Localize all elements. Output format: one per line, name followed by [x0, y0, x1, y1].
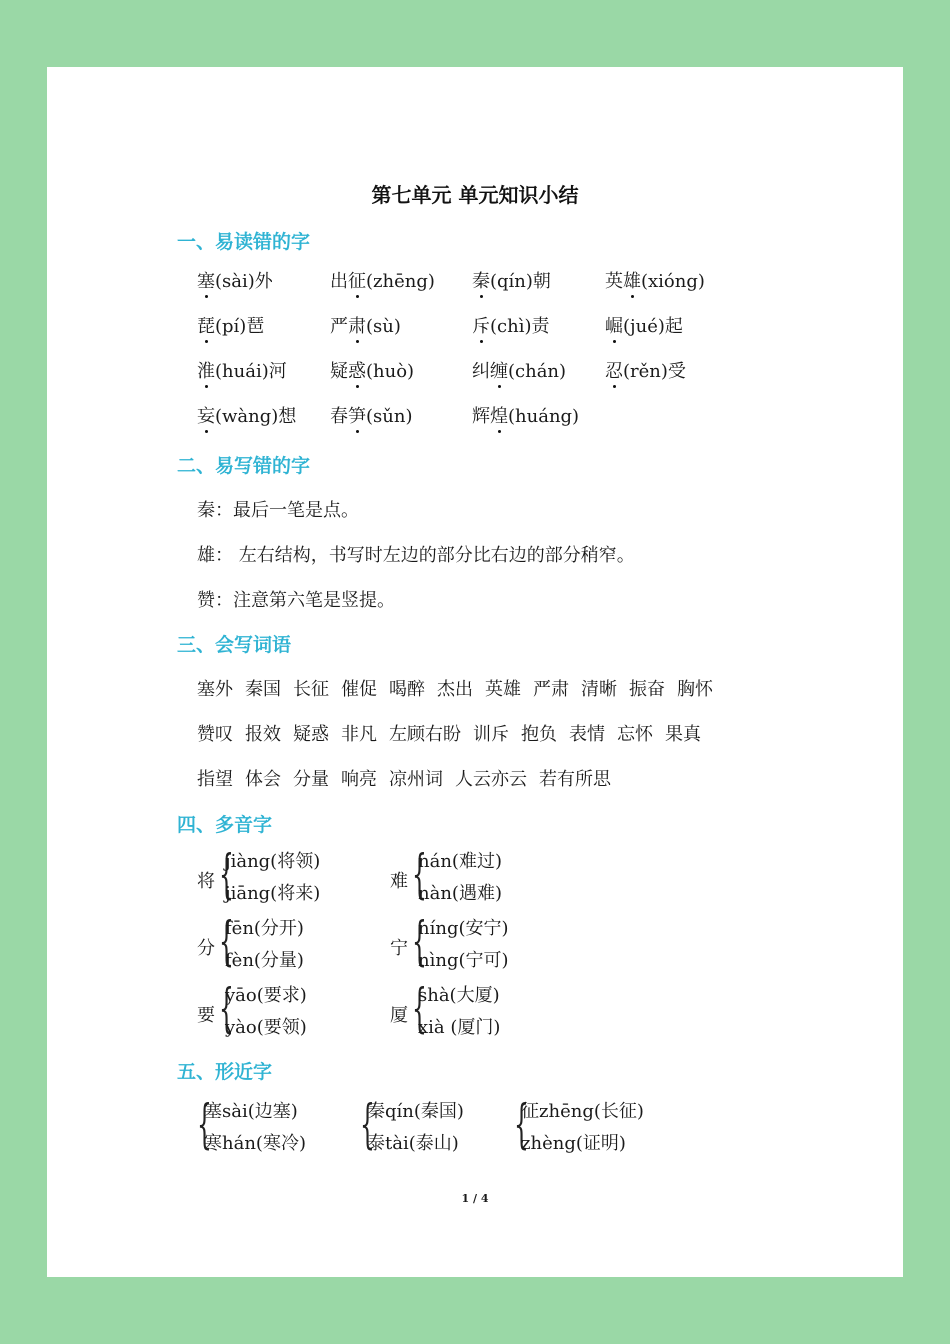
vocab-word: 响亮 [341, 769, 377, 790]
similar-char-line: 秦qín(秦国) [367, 1101, 464, 1122]
vocab-word: 英雄 [485, 679, 521, 700]
vocab-word: 凉州词 [389, 769, 443, 790]
section-heading-4: 四、多音字 [177, 814, 273, 836]
vocab-word: 忘怀 [617, 724, 653, 745]
writing-note-1: 秦：最后一笔是点。 [197, 500, 359, 521]
polyphone-char: 宁 [390, 938, 408, 959]
reading-item: 崛(jué)起 [605, 312, 683, 338]
reading-item: 塞(sài)外 [197, 267, 273, 293]
polyphone-reading: jiāng(将来) [225, 883, 321, 904]
vocab-word: 清晰 [581, 679, 617, 700]
polyphone-char: 要 [197, 1005, 215, 1026]
brace-icon: { [219, 912, 234, 972]
section-heading-2: 二、易写错的字 [177, 455, 311, 477]
vocab-word: 胸怀 [677, 679, 713, 700]
vocab-word: 表情 [569, 724, 605, 745]
brace-icon: { [514, 1095, 529, 1155]
vocab-word: 长征 [293, 679, 329, 700]
vocab-word: 训斥 [473, 724, 509, 745]
vocab-word: 分量 [293, 769, 329, 790]
reading-item: 严肃(sù) [330, 312, 401, 338]
reading-item: 淮(huái)河 [197, 357, 287, 383]
reading-item: 春笋(sǔn) [330, 402, 412, 428]
polyphone-reading: nán(难过) [418, 851, 502, 872]
vocab-word: 非凡 [341, 724, 377, 745]
word-row-3 [197, 765, 623, 791]
brace-icon: { [412, 845, 427, 905]
vocab-word: 严肃 [533, 679, 569, 700]
reading-item: 辉煌(huáng) [472, 402, 579, 428]
vocab-word: 催促 [341, 679, 377, 700]
page-number: 1 / 4 [461, 1192, 489, 1205]
worksheet-page [47, 67, 903, 1277]
vocab-word: 疑惑 [293, 724, 329, 745]
polyphone-reading: fèn(分量) [225, 950, 304, 971]
page-title: 第七单元 单元知识小结 [371, 183, 579, 207]
similar-char-line: zhèng(证明) [521, 1133, 626, 1154]
brace-icon: { [197, 1095, 212, 1155]
polyphone-reading: xià (厦门) [418, 1017, 501, 1038]
brace-icon: { [412, 979, 427, 1039]
vocab-word: 体会 [245, 769, 281, 790]
word-row-1 [197, 675, 725, 701]
vocab-word: 塞外 [197, 679, 233, 700]
writing-note-3: 赞：注意第六笔是竖提。 [197, 590, 395, 611]
polyphone-reading: shà(大厦) [418, 985, 500, 1006]
polyphone-reading: yào(要领) [225, 1017, 307, 1038]
polyphone-reading: níng(安宁) [418, 918, 509, 939]
vocab-word: 若有所思 [539, 769, 611, 790]
polyphone-reading: yāo(要求) [225, 985, 307, 1006]
polyphone-char: 将 [197, 871, 215, 892]
similar-char-line: 塞sài(边塞) [204, 1101, 298, 1122]
vocab-word: 人云亦云 [455, 769, 527, 790]
vocab-word: 杰出 [437, 679, 473, 700]
reading-item: 纠缠(chán) [472, 357, 566, 383]
word-row-2 [197, 720, 713, 746]
polyphone-reading: nìng(宁可) [418, 950, 509, 971]
polyphone-reading: jiàng(将领) [225, 851, 321, 872]
section-heading-1: 一、易读错的字 [177, 231, 311, 253]
vocab-word: 喝醉 [389, 679, 425, 700]
brace-icon: { [219, 979, 234, 1039]
vocab-word: 左顾右盼 [389, 724, 461, 745]
reading-item: 秦(qín)朝 [472, 267, 551, 293]
reading-item: 疑惑(huò) [330, 357, 414, 383]
reading-item: 出征(zhēng) [330, 267, 435, 293]
writing-note-2: 雄： 左右结构，书写时左边的部分比右边的部分稍窄。 [197, 545, 635, 566]
reading-item: 英雄(xióng) [605, 267, 705, 293]
vocab-word: 秦国 [245, 679, 281, 700]
brace-icon: { [360, 1095, 375, 1155]
polyphone-char: 分 [197, 938, 215, 959]
section-heading-3: 三、会写词语 [177, 634, 292, 656]
reading-item: 忍(rěn)受 [605, 357, 686, 383]
polyphone-reading: fēn(分开) [225, 918, 304, 939]
vocab-word: 指望 [197, 769, 233, 790]
vocab-word: 报效 [245, 724, 281, 745]
polyphone-reading: nàn(遇难) [418, 883, 502, 904]
section-heading-5: 五、形近字 [177, 1061, 273, 1083]
similar-char-line: 寒hán(寒冷) [204, 1133, 306, 1154]
reading-item: 斥(chì)责 [472, 312, 549, 338]
vocab-word: 抱负 [521, 724, 557, 745]
similar-char-line: 泰tài(泰山) [367, 1133, 459, 1154]
reading-item: 琵(pí)琶 [197, 312, 264, 338]
vocab-word: 振奋 [629, 679, 665, 700]
polyphone-char: 难 [390, 871, 408, 892]
brace-icon: { [219, 845, 234, 905]
vocab-word: 赞叹 [197, 724, 233, 745]
polyphone-char: 厦 [390, 1005, 408, 1026]
similar-char-line: 征zhēng(长征) [521, 1101, 644, 1122]
vocab-word: 果真 [665, 724, 701, 745]
reading-item: 妄(wàng)想 [197, 402, 296, 428]
brace-icon: { [412, 912, 427, 972]
